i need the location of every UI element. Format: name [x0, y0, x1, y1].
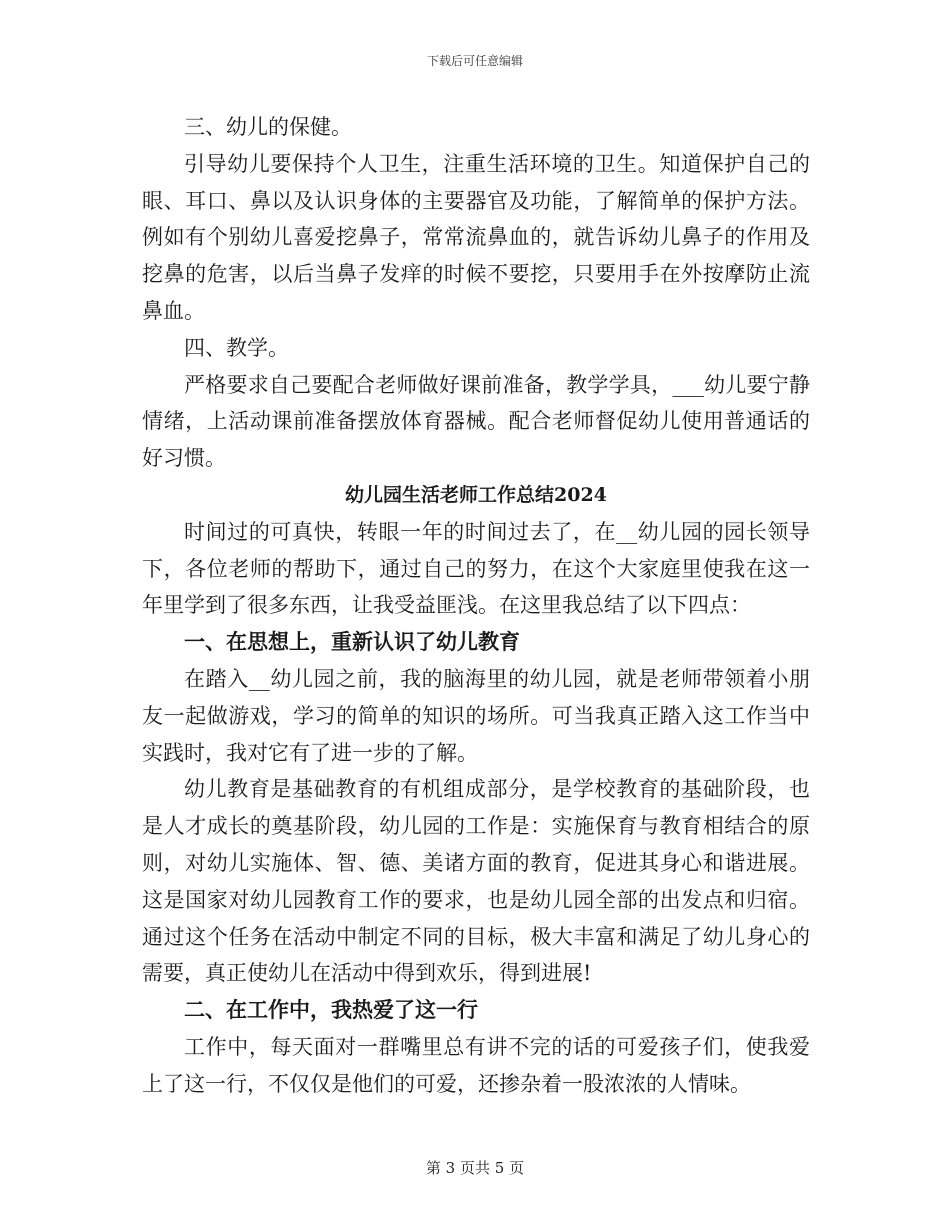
section-heading-health: 三、幼儿的保健。 [184, 115, 352, 139]
document-body [142, 109, 810, 1103]
paragraph-intro: 时间过的可真快，转眼一年的时间过去了，在__幼儿园的园长领导下，各位老师的帮助下，通过自己的努力，在这个大家庭里使我在这一年里学到了很多东西，让我受益匪浅。在这里我总结了以下四点： [142, 519, 810, 618]
page-number: 第 3 页共 5 页 [425, 1159, 525, 1177]
paragraph-before-joining: 在踏入__幼儿园之前，我的脑海里的幼儿园，就是老师带领着小朋友一起做游戏，学习的简单的知识的场所。可当我真正踏入这工作当中实践时，我对它有了进一步的了解。 [142, 666, 810, 765]
paragraph-work: 工作中，每天面对一群嘴里总有讲不完的话的可爱孩子们，使我爱上了这一行，不仅仅是他们的可爱，还掺杂着一股浓浓的人情味。 [142, 1034, 810, 1096]
paragraph-health: 引导幼儿要保持个人卫生，注重生活环境的卫生。知道保护自己的眼、耳口、鼻以及认识身体的主要器官及功能，了解简单的保护方法。例如有个别幼儿喜爱挖鼻子，常常流鼻血的，就告诉幼儿鼻子的作用及挖鼻的危害，以后当鼻子发痒的时候不要挖，只要用手在外按摩防止流鼻血。 [142, 151, 810, 323]
paragraph-teaching: 严格要求自己要配合老师做好课前准备，教学学具，___幼儿要宁静情绪，上活动课前准备摆放体育器械。配合老师督促幼儿使用普通话的好习惯。 [142, 372, 810, 471]
paragraph-early-education: 幼儿教育是基础教育的有机组成部分，是学校教育的基础阶段，也是人才成长的奠基阶段，幼儿园的工作是：实施保育与教育相结合的原则，对幼儿实施体、智、德、美诸方面的教育，促进其身心和谐进展。这是国家对幼儿园教育工作的要求，也是幼儿园全部的出发点和归宿。通过这个任务在活动中制定不同的目标，极大丰富和满足了幼儿身心的需要，真正使幼儿在活动中得到欢乐，得到进展! [142, 777, 810, 986]
section-heading-teaching: 四、教学。 [184, 335, 289, 360]
section-heading-thought: 一、在思想上，重新认识了幼儿教育 [184, 629, 520, 655]
document-title: 幼儿园生活老师工作总结2024 [345, 483, 607, 506]
page-header-note: 下载后可任意编辑 [426, 54, 523, 68]
section-heading-work: 二、在工作中，我热爱了这一行 [184, 997, 478, 1023]
